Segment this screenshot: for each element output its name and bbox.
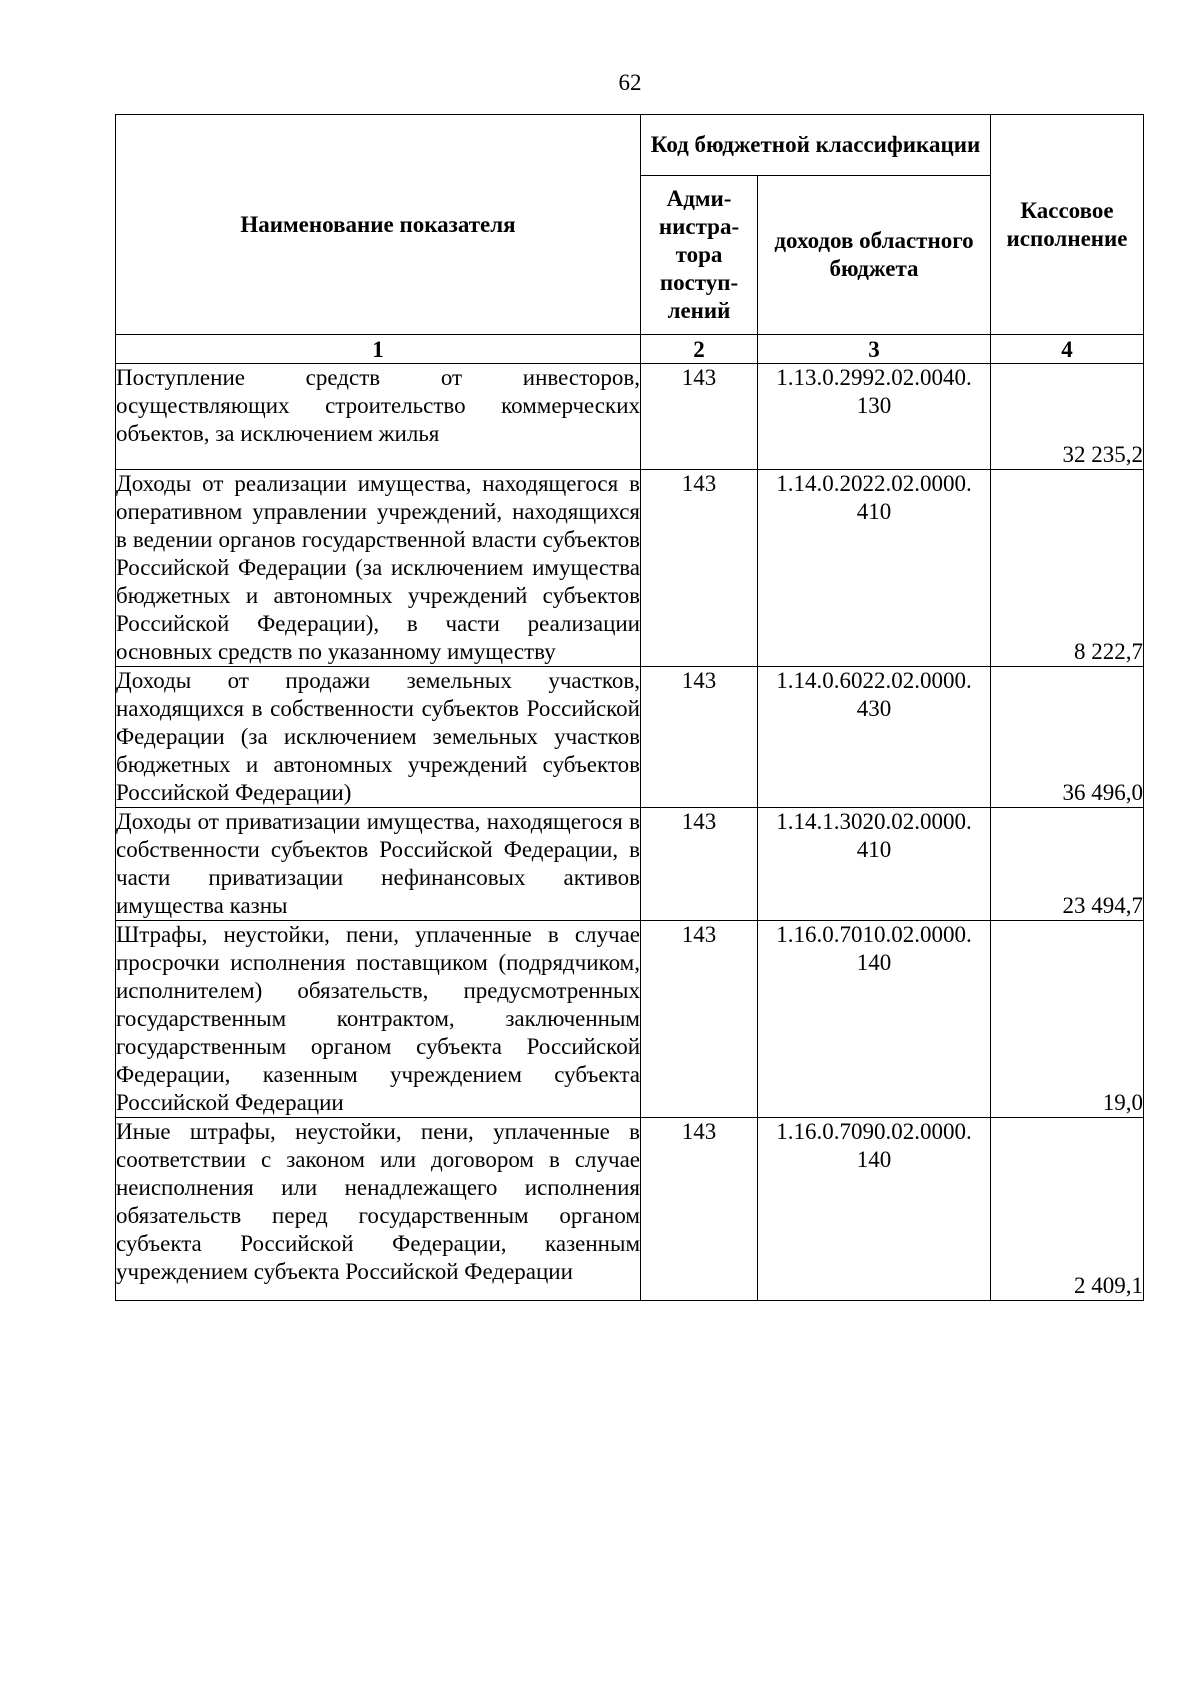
header-income: доходов областного бюджета <box>758 176 991 335</box>
row-income-code: 1.16.0.7090.02.0000. 140 <box>758 1118 991 1301</box>
row-income-code: 1.14.1.3020.02.0000. 410 <box>758 808 991 921</box>
budget-table <box>115 114 1144 1301</box>
header-name: Наименование показателя <box>116 115 641 335</box>
row-admin-code: 143 <box>641 808 758 921</box>
header-code-group: Код бюджетной классификации <box>641 115 991 176</box>
row-income-code: 1.13.0.2992.02.0040. 130 <box>758 364 991 470</box>
row-value: 23 494,7 <box>991 808 1144 921</box>
page-number: 62 <box>618 70 642 95</box>
table-row <box>116 470 1144 667</box>
table-row <box>116 921 1144 1118</box>
row-name: Доходы от реализации имущества, находящегося в оперативном управлении учреждений, находящихся в ведении органов государственной власти субъектов Российской Федерации (за исключением имущества бюджетных и автономных учреждений субъектов Российской Федерации), в части реализации основных средств по указанному имуществу <box>116 470 641 667</box>
table-row <box>116 808 1144 921</box>
row-value: 19,0 <box>991 921 1144 1118</box>
row-name: Доходы от продажи земельных участков, находящихся в собственности субъектов Российской Федерации (за исключением земельных участков бюджетных и автономных учреждений субъектов Российской Федерации) <box>116 667 641 808</box>
header-admin: Адми-нистра-тора поступ-лений <box>641 176 758 335</box>
row-name: Поступление средств от инвесторов, осуществляющих строительство коммерческих объектов, за исключением жилья <box>116 364 641 470</box>
column-number: 2 <box>641 335 758 364</box>
table-row <box>116 667 1144 808</box>
row-admin-code: 143 <box>641 667 758 808</box>
row-value: 8 222,7 <box>991 470 1144 667</box>
row-value: 36 496,0 <box>991 667 1144 808</box>
row-income-code: 1.16.0.7010.02.0000. 140 <box>758 921 991 1118</box>
column-number: 4 <box>991 335 1144 364</box>
row-admin-code: 143 <box>641 921 758 1118</box>
table-body <box>116 364 1144 1301</box>
row-value: 32 235,2 <box>991 364 1144 470</box>
table-row <box>116 1118 1144 1301</box>
row-income-code: 1.14.0.6022.02.0000. 430 <box>758 667 991 808</box>
row-name: Доходы от приватизации имущества, находящегося в собственности субъектов Российской Федерации, в части приватизации нефинансовых активов имущества казны <box>116 808 641 921</box>
row-admin-code: 143 <box>641 364 758 470</box>
row-name: Штрафы, неустойки, пени, уплаченные в случае просрочки исполнения поставщиком (подрядчиком, исполнителем) обязательств, предусмотренных государственным контрактом, заключенным государственным органом субъекта Российской Федерации, казенным учреждением субъекта Российской Федерации <box>116 921 641 1118</box>
row-name: Иные штрафы, неустойки, пени, уплаченные в соответствии с законом или договором в случае неисполнения или ненадлежащего исполнения обязательств перед государственным органом субъекта Российской Федерации, казенным учреждением субъекта Российской Федерации <box>116 1118 641 1301</box>
row-admin-code: 143 <box>641 1118 758 1301</box>
column-number: 3 <box>758 335 991 364</box>
table-row <box>116 364 1144 470</box>
column-number: 1 <box>116 335 641 364</box>
table-header <box>116 115 1144 364</box>
header-execution: Кассовое исполнение <box>991 115 1144 335</box>
row-admin-code: 143 <box>641 470 758 667</box>
row-income-code: 1.14.0.2022.02.0000. 410 <box>758 470 991 667</box>
row-value: 2 409,1 <box>991 1118 1144 1301</box>
column-number-row <box>116 335 1144 364</box>
